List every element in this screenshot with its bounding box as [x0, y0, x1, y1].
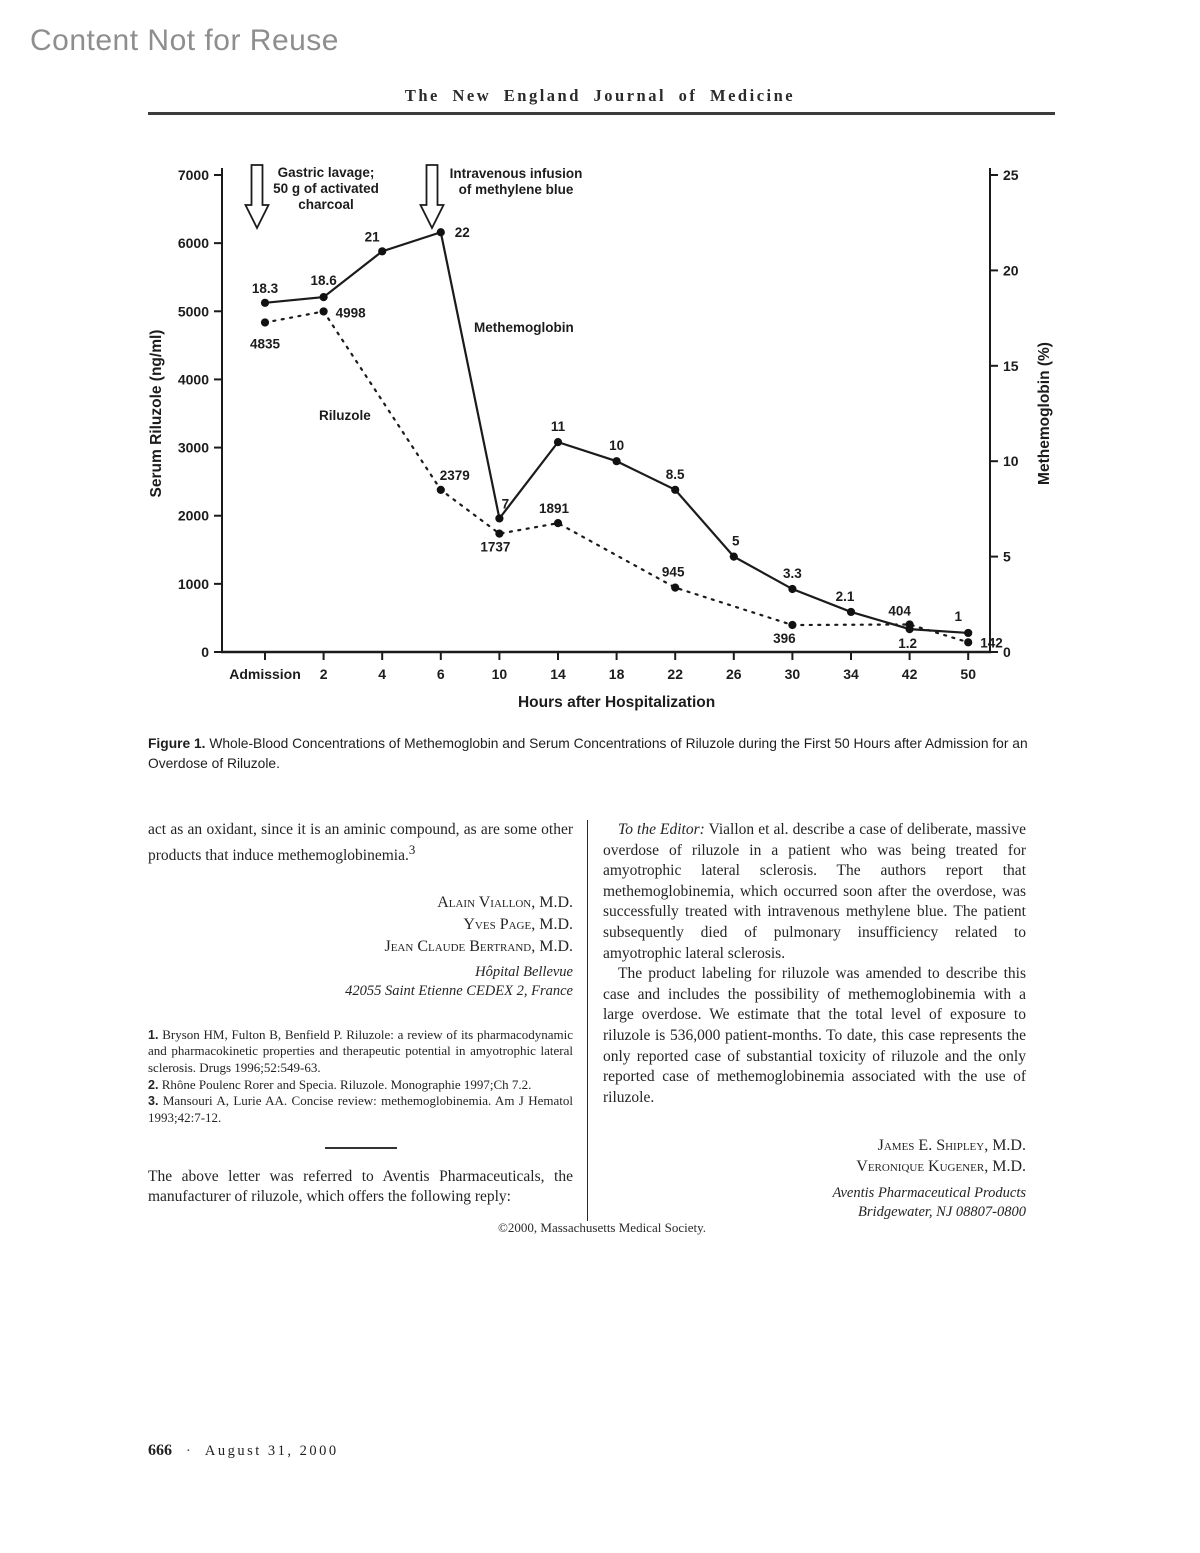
- data-label: 4998: [335, 305, 366, 321]
- reply-signature-block: [603, 1135, 1026, 1222]
- x-axis-tick-label: 26: [726, 666, 742, 682]
- reference-text: Rhône Poulenc Rorer and Specia. Riluzole. Monographie 1997;Ch 7.2.: [161, 1076, 532, 1092]
- content-not-for-reuse-watermark: Content Not for Reuse: [30, 24, 339, 57]
- section-divider-rule: [325, 1147, 397, 1149]
- x-axis-tick-label: 6: [436, 666, 445, 682]
- gastric-lavage-annotation-text: 50 g of activated: [273, 181, 379, 196]
- x-axis-tick-label: 10: [491, 666, 508, 682]
- reference-number: 3.: [148, 1094, 159, 1109]
- data-point: [437, 228, 445, 236]
- data-point: [437, 486, 445, 494]
- data-point: [495, 530, 503, 538]
- reference-text: Mansouri A, Lurie AA. Concise review: methemoglobinemia. Am J Hematol 1993;42:7-12.: [148, 1093, 574, 1125]
- data-point: [554, 438, 562, 446]
- copyright-line: ©2000, Massachusetts Medical Society.: [498, 1220, 706, 1235]
- x-axis-tick-label: 4: [378, 666, 387, 682]
- referral-note-paragraph: The above letter was referred to Aventis Pharmaceuticals, the manufacturer of riluzole, which offers the following reply:: [148, 1167, 573, 1206]
- left-axis-tick-label: 0: [201, 644, 209, 660]
- data-point: [964, 629, 972, 637]
- left-axis-tick-label: 4000: [177, 371, 209, 388]
- author-affiliation: 42055 Saint Etienne CEDEX 2, France: [345, 983, 573, 999]
- series-line-riluzole: [265, 311, 968, 642]
- data-label: 3.3: [783, 566, 802, 582]
- letter-signature-block: [148, 892, 573, 1000]
- gastric-lavage-arrow-icon: [246, 165, 269, 228]
- data-label: 1891: [538, 501, 570, 517]
- reply-author-affiliation: Aventis Pharmaceutical Products: [832, 1184, 1026, 1201]
- reply-author-affiliation: Bridgewater, NJ 08807-0800: [858, 1203, 1026, 1220]
- letter-columns: [148, 820, 1056, 1221]
- right-axis-title: Methemoglobin (%): [1036, 342, 1053, 485]
- data-label: 4835: [249, 336, 281, 352]
- data-label: 18.6: [310, 273, 337, 289]
- reply-paragraph-2: The product labeling for riluzole was amended to describe this case and includes the possibility of methemoglobinemia with a large overdose. We estimate that the total level of exposure to riluzole is 536,000 patient-months. To date, this case represents the only reported case of substantial toxicity of riluzole and the only reported case of methemoglobinemia associated with the use of riluzole.: [603, 965, 1026, 1106]
- salutation: To the Editor:: [618, 821, 705, 838]
- data-point: [378, 247, 386, 255]
- left-axis-title: Serum Riluzole (ng/ml): [148, 329, 165, 498]
- series-line-methemoglobin: [265, 232, 968, 633]
- riluzole-methemoglobin-chart: [148, 140, 1060, 715]
- data-label: 11: [550, 419, 566, 435]
- x-axis-tick-label: 30: [784, 666, 801, 682]
- data-label: 404: [888, 603, 911, 619]
- gastric-lavage-annotation-text: Gastric lavage;: [277, 165, 375, 180]
- data-point: [671, 584, 679, 592]
- data-point: [788, 621, 796, 629]
- journal-masthead: The New England Journal of Medicine: [404, 86, 796, 105]
- figure-1-chart-container: [148, 140, 1060, 715]
- gastric-lavage-annotation-text: charcoal: [298, 197, 354, 212]
- right-axis-tick-label: 0: [1003, 644, 1011, 660]
- data-point: [730, 553, 738, 561]
- data-label: 5: [732, 533, 740, 549]
- data-label: 1.2: [898, 636, 917, 652]
- footer-separator: ·: [186, 1443, 191, 1459]
- data-label: 2.1: [835, 588, 855, 604]
- data-label: 7: [501, 496, 510, 512]
- data-point: [320, 307, 328, 315]
- x-axis-tick-label: 18: [608, 666, 625, 682]
- left-axis-tick-label: 3000: [177, 439, 209, 456]
- author-name: Alain Viallon, M.D.: [437, 894, 573, 912]
- x-axis-tick-label: 50: [960, 666, 976, 682]
- data-point: [964, 638, 972, 646]
- data-point: [906, 625, 914, 633]
- data-label: 10: [609, 438, 625, 454]
- right-axis-tick-label: 10: [1003, 453, 1019, 470]
- data-label: 2379: [439, 467, 470, 483]
- author-name: Yves Page, M.D.: [463, 915, 573, 933]
- masthead-rule: [148, 112, 1055, 115]
- series-name-label: Riluzole: [319, 408, 371, 423]
- figure-caption-label: Figure 1.: [148, 735, 206, 751]
- footer-date: August 31, 2000: [204, 1443, 339, 1459]
- letter-continuation-paragraph: [148, 820, 573, 866]
- data-point: [261, 318, 269, 326]
- left-axis-tick-label: 1000: [177, 575, 209, 592]
- reference-item: [148, 1093, 573, 1126]
- left-column: [148, 820, 587, 1221]
- data-point: [554, 519, 562, 527]
- data-label: 22: [454, 225, 470, 241]
- data-point: [788, 585, 796, 593]
- data-label: 1737: [480, 539, 511, 555]
- left-axis-tick-label: 5000: [177, 303, 209, 320]
- data-label: 945: [661, 564, 685, 580]
- data-label: 18.3: [251, 280, 279, 296]
- data-point: [261, 299, 269, 307]
- x-axis-title: Hours after Hospitalization: [517, 694, 716, 711]
- reference-text: Bryson HM, Fulton B, Benfield P. Riluzole: a review of its pharmacodynamic and pharmacokinetic properties and therapeutic potential in amyotrophic lateral sclerosis. Drugs 1996;52:549-63.: [148, 1026, 574, 1076]
- x-axis-tick-label: 34: [843, 666, 859, 682]
- right-column: [587, 820, 1026, 1221]
- data-label: 21: [364, 229, 380, 245]
- figure-caption-text: Whole-Blood Concentrations of Methemoglobin and Serum Concentrations of Riluzole during the First 50 Hours after Admission for an Overdose of Riluzole.: [148, 735, 1028, 772]
- reply-author-name: James E. Shipley, M.D.: [877, 1136, 1026, 1154]
- data-point: [847, 608, 855, 616]
- x-axis-tick-label: 42: [901, 666, 918, 682]
- x-axis-tick-label: 2: [319, 666, 328, 682]
- reply-author-name: Veronique Kugener, M.D.: [856, 1158, 1026, 1176]
- reply-paragraph-1: [603, 820, 1026, 964]
- methylene-blue-annotation-text: Intravenous infusion: [449, 166, 583, 181]
- reference-number: 1.: [148, 1027, 159, 1042]
- data-point: [495, 514, 503, 522]
- reference-superscript: 3: [408, 841, 416, 857]
- left-axis-tick-label: 6000: [177, 235, 209, 252]
- page-footer: [148, 1442, 339, 1460]
- right-axis-tick-label: 20: [1003, 262, 1019, 279]
- page-number: 666: [148, 1442, 172, 1459]
- letter-continuation-text: act as an oxidant, since it is an aminic compound, as are some other products that induce methemoglobinemia.: [148, 821, 573, 864]
- x-axis-tick-label: 14: [550, 666, 566, 682]
- left-axis-tick-label: 7000: [177, 167, 209, 183]
- data-label: 8.5: [665, 466, 685, 482]
- figure-caption: [148, 734, 1056, 775]
- x-axis-tick-label: Admission: [229, 666, 301, 682]
- reference-number: 2.: [148, 1077, 159, 1092]
- series-name-label: Methemoglobin: [474, 320, 574, 335]
- author-name: Jean Claude Bertrand, M.D.: [384, 937, 573, 955]
- x-axis-tick-label: 22: [667, 666, 683, 682]
- author-affiliation: Hôpital Bellevue: [475, 964, 573, 981]
- right-axis-tick-label: 15: [1003, 357, 1019, 374]
- data-label: 1: [954, 608, 962, 624]
- data-point: [613, 457, 621, 465]
- data-label: 142: [980, 635, 1003, 651]
- reference-list: [148, 1027, 573, 1127]
- reply-paragraph-1-text: Viallon et al. describe a case of deliberate, massive overdose of riluzole in a patient who was being treated for amyotrophic lateral sclerosis. The authors report that methemoglobinemia, which occurred soon after the overdose, was successfully treated with intravenous methylene blue. The patient subsequently died of pulmonary insufficiency related to amyotrophic lateral sclerosis.: [603, 821, 1026, 962]
- methylene-blue-annotation-text: of methylene blue: [458, 182, 574, 197]
- reference-item: [148, 1027, 573, 1077]
- left-axis-tick-label: 2000: [177, 507, 209, 524]
- methylene-blue-arrow-icon: [421, 165, 444, 228]
- right-axis-tick-label: 5: [1003, 548, 1011, 565]
- right-axis-tick-label: 25: [1003, 167, 1019, 183]
- reference-item: [148, 1077, 573, 1094]
- data-label: 396: [773, 631, 796, 647]
- data-point: [671, 486, 679, 494]
- data-point: [320, 293, 328, 301]
